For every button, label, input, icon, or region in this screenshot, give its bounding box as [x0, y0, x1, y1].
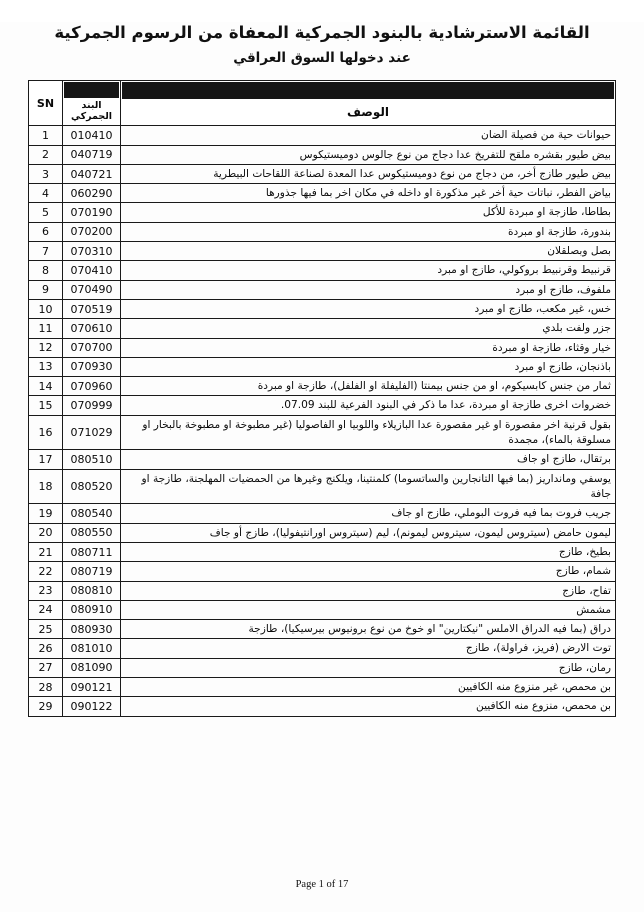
cell-description: خس، غير مكعب، طازج او مبرد	[121, 299, 616, 318]
cell-description: توت الارض (فريز، فراولة)، طازج	[121, 639, 616, 658]
cell-description: بيض طيور طازج أخر، من دجاج من نوع دوميستيكوس عدا المعدة لصناعة اللقاحات البيطرية	[121, 164, 616, 183]
column-header-code	[63, 81, 121, 126]
cell-serial-number: 4	[29, 184, 63, 203]
cell-description: رمان، طازج	[121, 658, 616, 677]
cell-description: بصل وبصلقلان	[121, 242, 616, 261]
table-row	[29, 377, 616, 396]
page-title: القائمة الاسترشادية بالبنود الجمركية المعفاة من الرسوم الجمركية	[54, 23, 590, 42]
cell-tariff-code: 080550	[63, 523, 121, 542]
cell-tariff-code: 080719	[63, 562, 121, 581]
cell-serial-number: 11	[29, 319, 63, 338]
table-row	[29, 184, 616, 203]
cell-description: جزر ولفت بلدي	[121, 319, 616, 338]
column-header-code-label: البند الجمركي	[70, 100, 113, 123]
column-header-description	[121, 81, 616, 126]
cell-tariff-code: 080520	[63, 469, 121, 504]
cell-serial-number: 18	[29, 469, 63, 504]
cell-tariff-code: 040719	[63, 145, 121, 164]
cell-tariff-code: 070700	[63, 338, 121, 357]
cell-description: بندورة، طازجة او مبردة	[121, 222, 616, 241]
cell-serial-number: 13	[29, 357, 63, 376]
cell-tariff-code: 040721	[63, 164, 121, 183]
cell-tariff-code: 090121	[63, 678, 121, 697]
cell-tariff-code: 070960	[63, 377, 121, 396]
cell-description: ليمون حامض (سيتروس ليمون، سيتروس ليمونم)، ليم (سيتروس اورانتيفوليا)، طازج أو جاف	[121, 523, 616, 542]
cell-description: ثمار من جنس كابسيكوم، او من جنس بيمنتا (الفليفلة او الفلفل)، طازجة او مبردة	[121, 377, 616, 396]
cell-serial-number: 5	[29, 203, 63, 222]
cell-serial-number: 7	[29, 242, 63, 261]
table-row	[29, 280, 616, 299]
cell-description: بطاطا، طازجة او مبردة للأكل	[121, 203, 616, 222]
table-row	[29, 126, 616, 145]
table-row	[29, 450, 616, 469]
cell-serial-number: 14	[29, 377, 63, 396]
column-header-sn-label: SN	[36, 96, 55, 110]
cell-serial-number: 27	[29, 658, 63, 677]
cell-description: قرنبيط وقرنبيط بروكولي، طازج او مبرد	[121, 261, 616, 280]
cell-tariff-code: 080711	[63, 542, 121, 561]
cell-serial-number: 3	[29, 164, 63, 183]
cell-tariff-code: 080910	[63, 600, 121, 619]
table-row	[29, 562, 616, 581]
tariff-table	[28, 80, 616, 716]
cell-description: برتقال، طازج او جاف	[121, 450, 616, 469]
table-row	[29, 504, 616, 523]
cell-tariff-code: 070190	[63, 203, 121, 222]
cell-serial-number: 28	[29, 678, 63, 697]
cell-tariff-code: 080930	[63, 620, 121, 639]
cell-serial-number: 26	[29, 639, 63, 658]
cell-tariff-code: 070310	[63, 242, 121, 261]
cell-description: بياض الفطر، نباتات حية أخر غير مذكورة او داخله في مكان اخر بما فيها جذورها	[121, 184, 616, 203]
cell-serial-number: 23	[29, 581, 63, 600]
redaction-mark-icon	[122, 82, 614, 99]
cell-serial-number: 2	[29, 145, 63, 164]
table-row	[29, 145, 616, 164]
cell-serial-number: 19	[29, 504, 63, 523]
table-row	[29, 242, 616, 261]
cell-description: بقول قرنية اخر مقصورة او غير مقصورة عدا البازيلاء واللوبيا او الفاصوليا (غير مطبوخة او مطبوخة بالبخار او مسلوقة بالماء)، مجمدة	[121, 415, 616, 450]
table-row	[29, 697, 616, 716]
table-row	[29, 639, 616, 658]
cell-serial-number: 22	[29, 562, 63, 581]
cell-tariff-code: 081090	[63, 658, 121, 677]
table-row	[29, 396, 616, 415]
redaction-mark-icon	[64, 82, 119, 98]
table-row	[29, 222, 616, 241]
cell-tariff-code: 070999	[63, 396, 121, 415]
cell-description: يوسفي ومانداريز (بما فيها التانجارين والساتسوما) كلمنتينا، ويلكنج وغيرها من الحمضيات المهلجنة، طازجة او جافة	[121, 469, 616, 504]
cell-description: بطيخ، طازج	[121, 542, 616, 561]
table-body	[29, 126, 616, 716]
table-row	[29, 600, 616, 619]
cell-serial-number: 10	[29, 299, 63, 318]
table-row	[29, 338, 616, 357]
cell-tariff-code: 080810	[63, 581, 121, 600]
cell-description: ملفوف، طازج او مبرد	[121, 280, 616, 299]
cell-description: دراق (بما فيه الدراق الاملس "نيكتارين" او خوخ من نوع برونيوس بيرسيكيا)، طازجة	[121, 620, 616, 639]
cell-description: تفاح، طازج	[121, 581, 616, 600]
cell-tariff-code: 060290	[63, 184, 121, 203]
cell-tariff-code: 071029	[63, 415, 121, 450]
cell-tariff-code: 010410	[63, 126, 121, 145]
cell-serial-number: 8	[29, 261, 63, 280]
cell-description: خضروات اخرى طازجة او مبردة، عدا ما ذكر في البنود الفرعية للبند 07.09.	[121, 396, 616, 415]
cell-serial-number: 20	[29, 523, 63, 542]
column-header-sn	[29, 81, 63, 126]
table-row	[29, 357, 616, 376]
table-row	[29, 542, 616, 561]
cell-tariff-code: 070610	[63, 319, 121, 338]
table-row	[29, 469, 616, 504]
table-row	[29, 319, 616, 338]
cell-tariff-code: 080510	[63, 450, 121, 469]
table-row	[29, 261, 616, 280]
cell-tariff-code: 070410	[63, 261, 121, 280]
cell-tariff-code: 090122	[63, 697, 121, 716]
table-row	[29, 164, 616, 183]
cell-serial-number: 1	[29, 126, 63, 145]
cell-serial-number: 15	[29, 396, 63, 415]
page-footer: Page 1 of 17	[295, 879, 349, 890]
table-row	[29, 581, 616, 600]
cell-description: بن محمص، منزوع منه الكافيين	[121, 697, 616, 716]
cell-tariff-code: 080540	[63, 504, 121, 523]
cell-tariff-code: 070930	[63, 357, 121, 376]
cell-serial-number: 29	[29, 697, 63, 716]
cell-serial-number: 16	[29, 415, 63, 450]
table-row	[29, 620, 616, 639]
table-header	[29, 81, 616, 126]
cell-serial-number: 25	[29, 620, 63, 639]
cell-description: باذنجان، طازج او مبرد	[121, 357, 616, 376]
cell-serial-number: 17	[29, 450, 63, 469]
cell-description: جريب فروت بما فيه فروت البوملي، طازج او جاف	[121, 504, 616, 523]
cell-serial-number: 9	[29, 280, 63, 299]
table-row	[29, 203, 616, 222]
document-page	[0, 22, 644, 912]
column-header-description-label: الوصف	[346, 104, 390, 119]
cell-tariff-code: 070519	[63, 299, 121, 318]
cell-serial-number: 21	[29, 542, 63, 561]
table-row	[29, 299, 616, 318]
cell-serial-number: 24	[29, 600, 63, 619]
cell-serial-number: 6	[29, 222, 63, 241]
table-row	[29, 523, 616, 542]
cell-description: خيار وقثاء، طازجة او مبردة	[121, 338, 616, 357]
cell-tariff-code: 081010	[63, 639, 121, 658]
cell-description: حيوانات حية من فصيلة الضان	[121, 126, 616, 145]
table-row	[29, 415, 616, 450]
cell-tariff-code: 070200	[63, 222, 121, 241]
cell-description: مشمش	[121, 600, 616, 619]
cell-serial-number: 12	[29, 338, 63, 357]
cell-description: بن محمص، غير منزوع منه الكافيين	[121, 678, 616, 697]
page-subtitle: عند دخولها السوق العراقي	[233, 50, 411, 67]
cell-tariff-code: 070490	[63, 280, 121, 299]
table-row	[29, 678, 616, 697]
table-row	[29, 658, 616, 677]
cell-description: بيض طيور بقشره ملقح للتفريخ عدا دجاج من نوع جالوس دوميستيكوس	[121, 145, 616, 164]
cell-description: شمام، طازج	[121, 562, 616, 581]
